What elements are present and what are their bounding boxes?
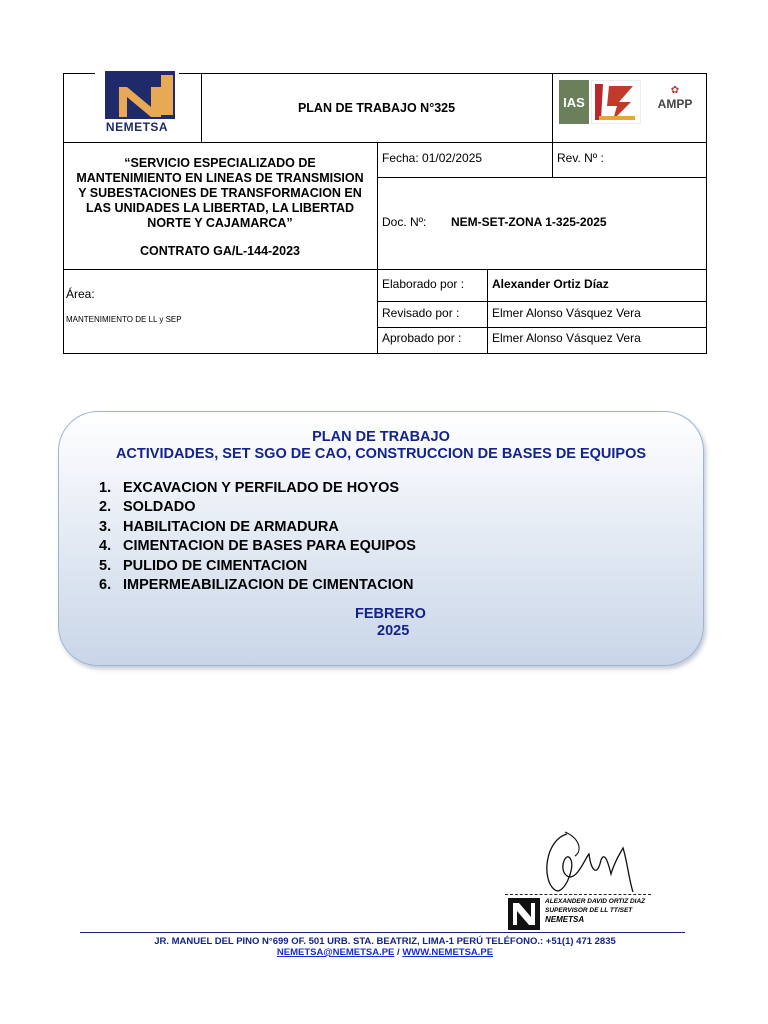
- elaborado-value: Alexander Ortiz Díaz: [492, 277, 609, 291]
- plan-title: PLAN DE TRABAJO N°325: [297, 100, 456, 115]
- certification-logos: [559, 77, 701, 129]
- list-item: 6. IMPERMEABILIZACION DE CIMENTACION: [99, 576, 414, 593]
- document-header-table: [63, 73, 707, 354]
- table-row-divider: [377, 177, 707, 178]
- ampp-text: AMPP: [657, 97, 693, 111]
- footer-address: JR. MANUEL DEL PINO N°699 OF. 501 URB. STA. BEATRIZ, LIMA-1 PERÚ TELÉFONO.: +51(1) 471 2835: [154, 936, 616, 947]
- signature-line: [505, 894, 651, 896]
- doc-number-value: NEM-SET-ZONA 1-325-2025: [451, 215, 607, 229]
- signature-icon: [505, 830, 655, 900]
- revisado-value: Elmer Alonso Vásquez Vera: [492, 306, 641, 320]
- stamp-text: ALEXANDER DAVID ORTIZ DIAZ SUPERVISOR DE LL TT/SET NEMETSA: [545, 898, 646, 924]
- signature-stamp: [505, 830, 655, 932]
- aprobado-label: Aprobado por :: [382, 331, 462, 345]
- area-value: MANTENIMIENTO DE LL y SEP: [66, 315, 182, 324]
- table-border-bottom: [63, 353, 707, 354]
- stardust-logo-icon: [591, 80, 641, 124]
- footer-website-link[interactable]: WWW.NEMETSA.PE: [402, 947, 494, 958]
- ampp-logo-icon: ✿: [670, 85, 680, 96]
- service-description-cell: [63, 143, 377, 271]
- banner-title: PLAN DE TRABAJO: [312, 429, 450, 445]
- work-plan-banner: [58, 411, 704, 666]
- footer-links: NEMETSA@NEMETSA.PE / WWW.NEMETSA.PE: [276, 947, 494, 958]
- revision-field: Rev. Nº :: [557, 151, 604, 165]
- aprobado-value: Elmer Alonso Vásquez Vera: [492, 331, 641, 345]
- table-col-divider: [487, 269, 488, 354]
- banner-month: FEBRERO: [355, 606, 426, 622]
- revisado-label: Revisado por :: [382, 306, 460, 320]
- table-col-divider: [377, 142, 378, 354]
- ias-logo: IAS: [559, 80, 589, 124]
- area-label: Área:: [66, 287, 95, 301]
- nemetsa-stamp-icon: [507, 897, 541, 931]
- table-col-divider: [552, 142, 553, 178]
- banner-year: 2025: [377, 623, 410, 639]
- activity-list: [99, 479, 416, 595]
- footer-email-link[interactable]: NEMETSA@NEMETSA.PE: [276, 947, 395, 958]
- doc-number-label: Doc. Nº:: [382, 215, 427, 229]
- date-field: Fecha: 01/02/2025: [382, 151, 483, 165]
- contract-number: CONTRATO GA/L-144-2023: [140, 244, 300, 258]
- table-col-divider: [552, 73, 553, 143]
- list-item: 5. PULIDO DE CIMENTACION: [99, 557, 308, 574]
- ampp-logo: [651, 85, 699, 111]
- list-item: 4. CIMENTACION DE BASES PARA EQUIPOS: [99, 538, 416, 555]
- table-border-right: [706, 73, 707, 354]
- service-description: “SERVICIO ESPECIALIZADO DE MANTENIMIENTO EN LINEAS DE TRANSMISION Y SUBESTACIONES DE TRANSFORMACION EN LAS UNIDADES LA LIBERTAD, LA LIBERTAD NORTE Y CAJAMARCA”: [76, 156, 364, 230]
- table-row-divider: [377, 327, 707, 328]
- nemetsa-logo-icon: [95, 71, 179, 121]
- list-item: 1. EXCAVACION Y PERFILADO DE HOYOS: [99, 480, 400, 496]
- nemetsa-logo: [95, 71, 179, 141]
- list-item: 2. SOLDADO: [99, 499, 196, 516]
- list-item: 3. HABILITACION DE ARMADURA: [99, 518, 339, 535]
- elaborado-label: Elaborado por :: [382, 277, 465, 291]
- banner-subtitle: ACTIVIDADES, SET SGO DE CAO, CONSTRUCCION DE BASES DE EQUIPOS: [115, 446, 647, 462]
- table-row-divider: [377, 301, 707, 302]
- footer-divider: [80, 932, 685, 933]
- company-name: NEMETSA: [105, 120, 169, 134]
